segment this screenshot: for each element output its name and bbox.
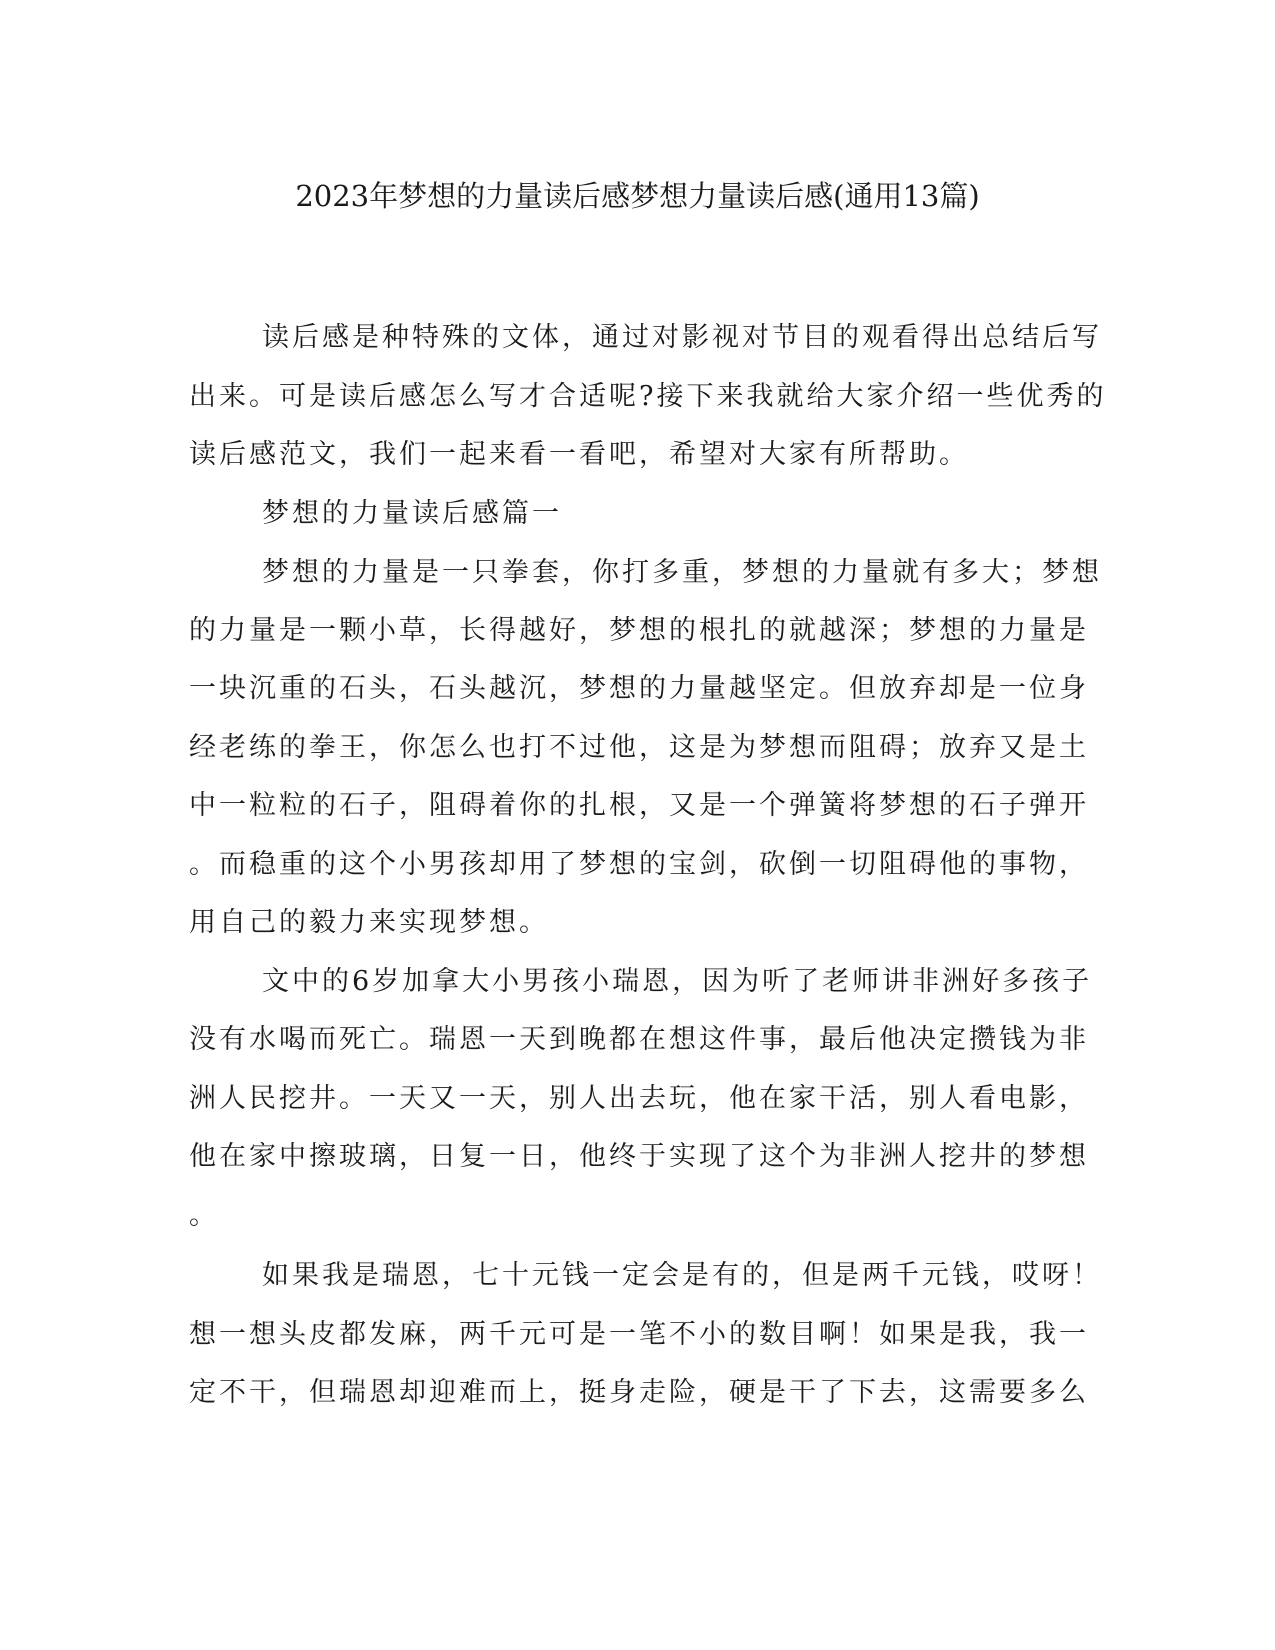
paragraph-3-line-2: 没有水喝而死亡。瑞恩一天到晚都在想这件事，最后他决定攒钱为非	[189, 1024, 1089, 1055]
paragraph-2-line-4: 经老练的拳王，你怎么也打不过他，这是为梦想而阻碍；放弃又是土	[189, 732, 1089, 763]
paragraph-4-line-2: 想一想头皮都发麻，两千元可是一笔不小的数目啊！如果是我，我一	[189, 1319, 1089, 1350]
document-title: 2023年梦想的力量读后感梦想力量读后感(通用13篇)	[295, 179, 980, 213]
paragraph-2-line-3: 一块沉重的石头，石头越沉，梦想的力量越坚定。但放弃却是一位身	[189, 673, 1089, 704]
paragraph-1-line-1: 读后感是种特殊的文体，通过对影视对节目的观看得出总结后写	[262, 322, 1102, 353]
paragraph-2-line-2: 的力量是一颗小草，长得越好，梦想的根扎的就越深；梦想的力量是	[189, 615, 1089, 646]
paragraph-3-line-3: 洲人民挖井。一天又一天，别人出去玩，他在家干活，别人看电影，	[189, 1083, 1089, 1114]
paragraph-1-line-3: 读后感范文，我们一起来看一看吧，希望对大家有所帮助。	[189, 439, 969, 470]
paragraph-4-line-3: 定不干，但瑞恩却迎难而上，挺身走险，硬是干了下去，这需要多么	[189, 1377, 1089, 1408]
paragraph-4-line-1: 如果我是瑞恩，七十元钱一定会是有的，但是两千元钱，哎呀！	[262, 1260, 1102, 1291]
paragraph-3-line-1: 文中的6岁加拿大小男孩小瑞恩，因为听了老师讲非洲好多孩子	[262, 966, 1093, 997]
paragraph-2-line-6: 。而稳重的这个小男孩却用了梦想的宝剑，砍倒一切阻碍他的事物，	[189, 849, 1089, 880]
paragraph-2-line-7: 用自己的毅力来实现梦想。	[189, 907, 549, 938]
paragraph-1-line-2: 出来。可是读后感怎么写才合适呢?接下来我就给大家介绍一些优秀的	[189, 381, 1107, 412]
paragraph-3-line-4: 他在家中擦玻璃，日复一日，他终于实现了这个为非洲人挖井的梦想	[189, 1141, 1089, 1172]
paragraph-2-line-5: 中一粒粒的石子，阻碍着你的扎根，又是一个弹簧将梦想的石子弹开	[189, 790, 1089, 821]
section-heading: 梦想的力量读后感篇一	[262, 498, 562, 529]
paragraph-3-line-5: 。	[189, 1200, 219, 1231]
paragraph-2-line-1: 梦想的力量是一只拳套，你打多重，梦想的力量就有多大；梦想	[262, 557, 1102, 588]
